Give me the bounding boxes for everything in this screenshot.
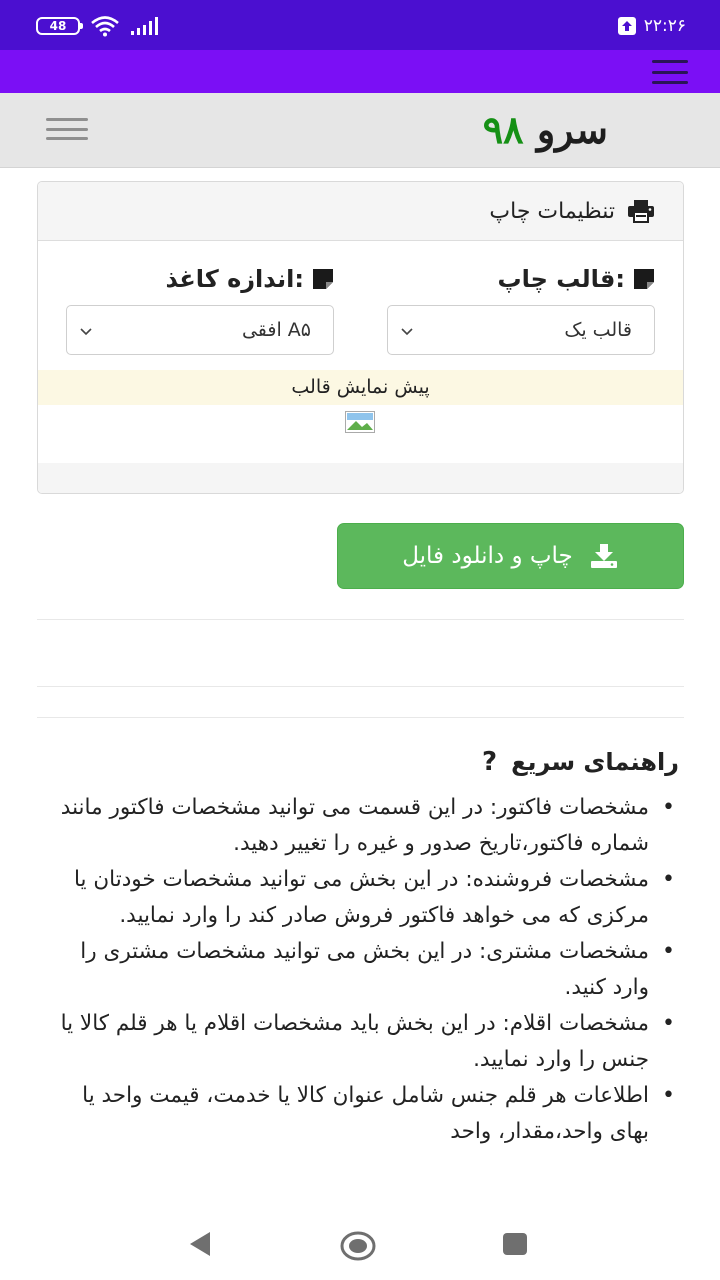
nav-toggle-icon[interactable] — [46, 118, 88, 140]
back-icon[interactable] — [186, 1230, 214, 1258]
sticky-note-icon — [312, 268, 334, 290]
logo-number: ۹۸ — [482, 107, 524, 152]
upload-icon — [618, 17, 636, 35]
site-header — [0, 93, 720, 168]
list-item: • اطلاعات هر قلم جنس شامل عنوان کالا یا خدمت، قیمت واحد یا بهای واحد،مقدار، واحد — [37, 1078, 687, 1150]
system-nav-bar — [0, 1212, 720, 1280]
panel-footer — [38, 463, 683, 494]
status-time: ۲۲:۲۶ — [643, 16, 686, 36]
print-settings-panel — [37, 181, 684, 494]
template-select[interactable] — [387, 305, 655, 355]
site-logo[interactable] — [483, 107, 608, 152]
home-icon[interactable] — [339, 1230, 377, 1262]
paper-size-select-value: A۵ افقی — [241, 319, 311, 341]
panel-header — [38, 182, 683, 241]
paper-size-field — [66, 263, 334, 355]
list-item: • مشخصات فاکتور: در این قسمت می توانید مشخصات فاکتور مانند شماره فاکتور،تاریخ صدور و غیره را تغییر دهید. — [37, 790, 687, 862]
sticky-note-icon — [633, 268, 655, 290]
preview-label: پیش نمایش قالب — [38, 370, 683, 405]
app-bar — [0, 50, 720, 93]
divider — [37, 619, 684, 620]
wifi-icon — [90, 15, 120, 37]
paper-size-label: اندازه کاغذ: — [165, 265, 304, 293]
chevron-down-icon — [79, 324, 93, 338]
template-field — [387, 263, 655, 355]
divider — [37, 717, 684, 718]
template-label: قالب چاپ: — [497, 265, 625, 293]
question-icon: ? — [482, 747, 498, 777]
download-icon — [589, 543, 619, 569]
app-menu-icon[interactable] — [652, 60, 688, 84]
paper-size-select[interactable] — [66, 305, 334, 355]
list-item: • مشخصات فروشنده: در این بخش می توانید مشخصات خودتان یا مرکزی که می خواهد فاکتور فروش صادر کند را وارد نمایید. — [37, 862, 687, 934]
printer-icon — [627, 199, 655, 223]
print-download-button[interactable] — [337, 523, 684, 589]
signal-icon — [130, 15, 160, 37]
recents-icon[interactable] — [501, 1230, 529, 1258]
guide-title: راهنمای سریع — [511, 748, 679, 776]
template-select-value: قالب یک — [564, 319, 632, 341]
panel-title: تنظیمات چاپ — [489, 198, 615, 224]
guide-list — [37, 790, 687, 1150]
battery-level: 48 — [49, 19, 67, 33]
chevron-down-icon — [400, 324, 414, 338]
battery-icon — [36, 17, 80, 35]
list-item: • مشخصات مشتری: در این بخش می توانید مشخصات مشتری را وارد کنید. — [37, 934, 687, 1006]
template-preview — [38, 405, 683, 463]
status-bar — [0, 0, 720, 50]
download-button-label: چاپ و دانلود فایل — [402, 543, 573, 569]
broken-image-icon — [345, 411, 375, 433]
divider — [37, 686, 684, 687]
list-item: • مشخصات اقلام: در این بخش باید مشخصات اقلام یا هر قلم کالا یا جنس را وارد نمایید. — [37, 1006, 687, 1078]
logo-word: سرو — [536, 107, 608, 152]
quick-guide — [37, 742, 687, 1150]
